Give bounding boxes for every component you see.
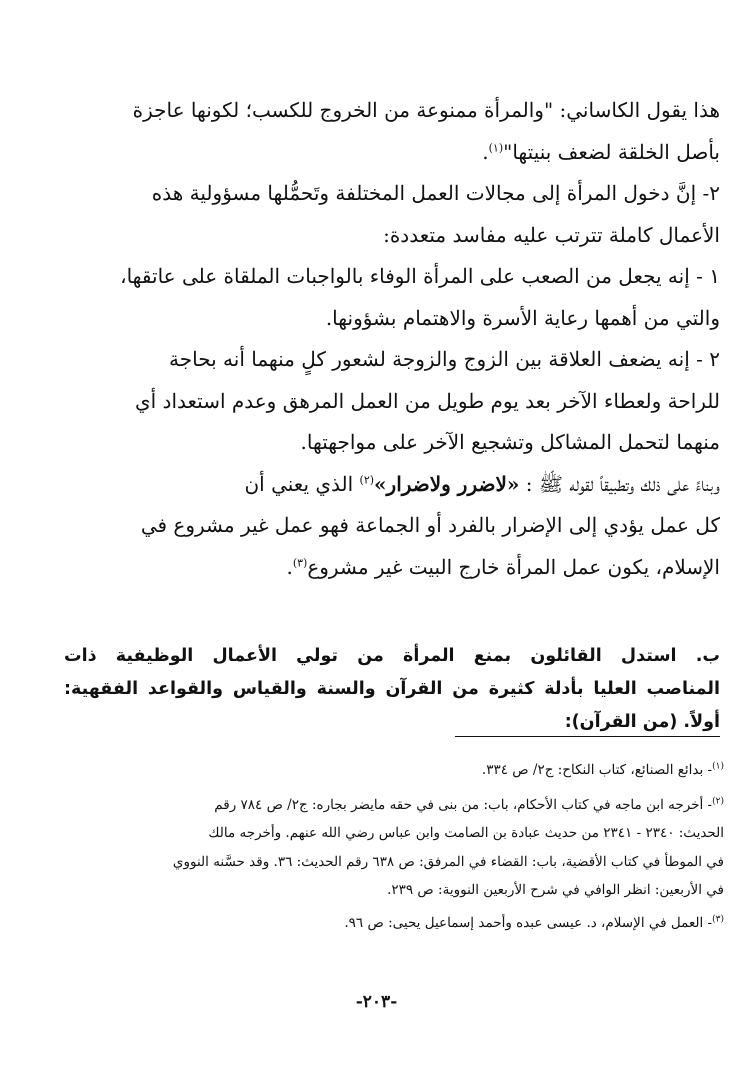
footnote-reference[interactable]: (١) xyxy=(488,140,504,154)
text-line: الإسلام، يكون عمل المرأة خارج البيت غير مشروع$^{(٣)}$. xyxy=(286,554,720,579)
footnote-reference[interactable]: (٢) xyxy=(359,472,375,486)
page-number: -٢٠٣- xyxy=(355,992,398,1012)
main-text xyxy=(64,90,720,588)
text-line: كل عمل يؤدي إلى الإضرار بالفرد أو الجماعة فهو عمل غير مشروع في xyxy=(140,513,720,537)
text-line: منهما لتحمل المشاكل وتشجيع الآخر على مواجهتها. xyxy=(300,430,720,454)
footnote-marker: (٢) xyxy=(712,796,724,806)
heading-line: ب. استدل القائلون بمنع المرأة من تولي الأعمال الوظيفية ذات xyxy=(64,646,720,666)
footnote-line: في الأربعين: انظر الوافي في شرح الأربعين النووية: ص ٢٣٩. xyxy=(387,882,724,898)
subheading: أولاً. (من القرآن): xyxy=(564,712,720,732)
heading-line: المناصب العليا بأدلة كثيرة من القرآن والسنة والقياس والقواعد الفقهية: xyxy=(64,679,720,699)
footnote-marker: (١) xyxy=(712,761,724,772)
heading-underline xyxy=(455,736,720,737)
text-line: ١ - إنه يجعل من الصعب على المرأة الوفاء بالواجبات الملقاة على عاتقها، xyxy=(120,264,720,288)
text-line: للراحة ولعطاء الآخر بعد يوم طويل من العمل المرهق وعدم استعداد أي xyxy=(134,388,720,413)
text-line: هذا يقول الكاساني: "والمرأة ممنوعة من الخروج للكسب؛ لكونها عاجزة xyxy=(132,98,720,122)
text-line: والتي من أهمها رعاية الأسرة والاهتمام بشؤونها. xyxy=(325,305,720,330)
footnote-1: $^{(١)}$- بدائع الصنائع، كتاب النكاح: ج٢/ ص ٣٣٤. xyxy=(481,761,724,778)
footnote-line: الحديث: ٢٣٤٠ - ٢٣٤١ من حديث عبادة بن الصامت وابن عباس رضي الله عنهم. وأخرجه مالك xyxy=(208,825,724,841)
footnote-2: $^{(٢)}$- أخرجه ابن ماجه في كتاب الأحكام، باب: من بنى في حقه مايضر بجاره: ج٢/ ص ٧٨٤ رقم xyxy=(214,796,724,813)
footnote-line: في الموطأ في كتاب الأقضية، باب: القضاء في المرفق: ص ٦٣٨ رقم الحديث: ٣٦. وقد حسَّنه النووي xyxy=(172,853,724,870)
text-line: بأصل الخلقة لضعف بنيتها"$^{(١)}$. xyxy=(482,139,720,164)
section-heading xyxy=(64,640,720,739)
footnote-marker: (٣) xyxy=(712,914,724,924)
footnote-3: $^{(٣)}$- العمل في الإسلام، د. عيسى عبده وأحمد إسماعيل يحيى: ص ٩٦. xyxy=(344,914,724,931)
footnotes xyxy=(64,756,724,937)
text-line: وبناءً على ذلك وتطبيقاً لقوله ﷺ : «لاضرر ولاضرار»$^{(٢)}$ الذي يعني أن xyxy=(244,471,720,496)
hadith-quote: «لاضرر ولاضرار» xyxy=(374,471,520,496)
text-line: ٢- إنَّ دخول المرأة إلى مجالات العمل المختلفة وتَحمُّلها مسؤولية هذه xyxy=(151,181,720,205)
text-line: الأعمال كاملة تترتب عليه مفاسد متعددة: xyxy=(383,222,720,247)
footnote-reference[interactable]: (٣) xyxy=(292,555,308,569)
text-line: ٢ - إنه يضعف العلاقة بين الزوج والزوجة لشعور كلٍ منهما أنه بحاجة xyxy=(169,347,720,371)
